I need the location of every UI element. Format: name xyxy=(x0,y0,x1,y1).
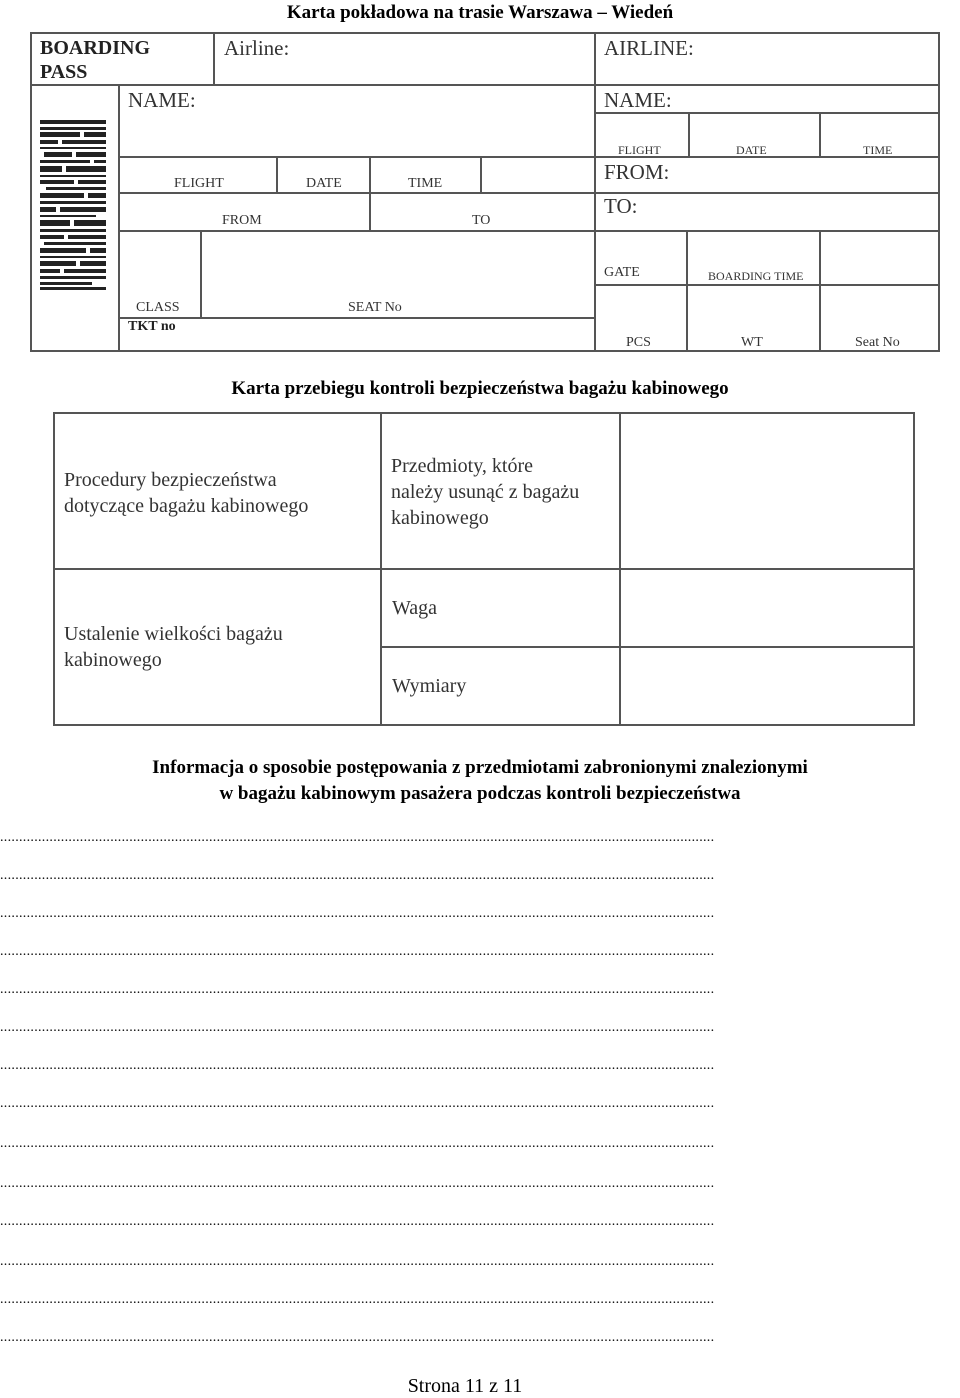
answer-line[interactable]: ............................................................................................................................................................................................ xyxy=(0,1330,715,1345)
answer-line[interactable]: ............................................................................................................................................................................................ xyxy=(0,1058,715,1073)
security-table xyxy=(53,412,915,726)
answer-line[interactable]: ............................................................................................................................................................................................ xyxy=(0,982,715,997)
page-title: Karta pokładowa na trasie Warszawa – Wiedeń xyxy=(286,2,674,23)
stub-time-label: TIME xyxy=(863,143,893,157)
time-label: TIME xyxy=(408,176,443,191)
stub-wt-label: WT xyxy=(741,335,763,350)
answer-line[interactable]: ............................................................................................................................................................................................ xyxy=(0,830,715,845)
stub-gate-label: GATE xyxy=(604,265,640,280)
page-footer: Strona 11 z 11 xyxy=(407,1375,523,1397)
stub-date-label: DATE xyxy=(736,143,767,157)
class-label: CLASS xyxy=(136,300,180,315)
answer-line[interactable]: ............................................................................................................................................................................................ xyxy=(0,1096,715,1111)
name-label: NAME: xyxy=(128,88,196,112)
procedures-label: Procedury bezpieczeństwa dotyczące bagażu kabinowego xyxy=(64,469,309,517)
from-label: FROM xyxy=(222,213,262,228)
info-title-line1: Informacja o sposobie postępowania z przedmiotami zabronionymi znalezionymi xyxy=(152,757,808,778)
date-label: DATE xyxy=(306,176,342,191)
answer-line[interactable]: ............................................................................................................................................................................................ xyxy=(0,944,715,959)
tkt-no-label: TKT no xyxy=(128,319,176,334)
items-to-remove-label: Przedmioty, które należy usunąć z bagażu kabinowego xyxy=(391,455,580,529)
stub-flight-label: FLIGHT xyxy=(618,143,661,157)
security-title: Karta przebiegu kontroli bezpieczeństwa bagażu kabinowego xyxy=(231,378,729,399)
stub-from-label: FROM: xyxy=(604,160,670,184)
stub-airline-label: AIRLINE: xyxy=(604,36,694,60)
stub-boarding-time-label: BOARDING TIME xyxy=(708,269,804,283)
boarding-pass-heading: BOARDING PASS xyxy=(40,37,151,83)
answer-line[interactable]: ............................................................................................................................................................................................ xyxy=(0,1292,715,1307)
answer-line[interactable]: ............................................................................................................................................................................................ xyxy=(0,1214,715,1229)
flight-label: FLIGHT xyxy=(174,176,224,191)
stub-name-label: NAME: xyxy=(604,88,672,112)
info-title-line2: w bagażu kabinowym pasażera podczas kontroli bezpieczeństwa xyxy=(219,783,741,804)
dimensions-label: Wymiary xyxy=(392,675,467,697)
answer-line[interactable]: ............................................................................................................................................................................................ xyxy=(0,868,715,883)
answer-line[interactable]: ............................................................................................................................................................................................ xyxy=(0,1176,715,1191)
seat-no-label: SEAT No xyxy=(348,300,402,315)
stub-seat-no-label: Seat No xyxy=(855,335,900,350)
answer-line[interactable]: ............................................................................................................................................................................................ xyxy=(0,1020,715,1035)
barcode-icon xyxy=(40,120,106,290)
boarding-pass-form xyxy=(30,32,940,352)
answer-line[interactable]: ............................................................................................................................................................................................ xyxy=(0,906,715,921)
weight-label: Waga xyxy=(392,597,438,619)
airline-label: Airline: xyxy=(224,36,290,60)
answer-line[interactable]: ............................................................................................................................................................................................ xyxy=(0,1136,715,1151)
stub-to-label: TO: xyxy=(604,194,638,218)
baggage-size-label: Ustalenie wielkości bagażu kabinowego xyxy=(64,623,283,671)
answer-line[interactable]: ............................................................................................................................................................................................ xyxy=(0,1254,715,1269)
stub-pcs-label: PCS xyxy=(626,335,651,350)
to-label: TO xyxy=(472,213,491,228)
